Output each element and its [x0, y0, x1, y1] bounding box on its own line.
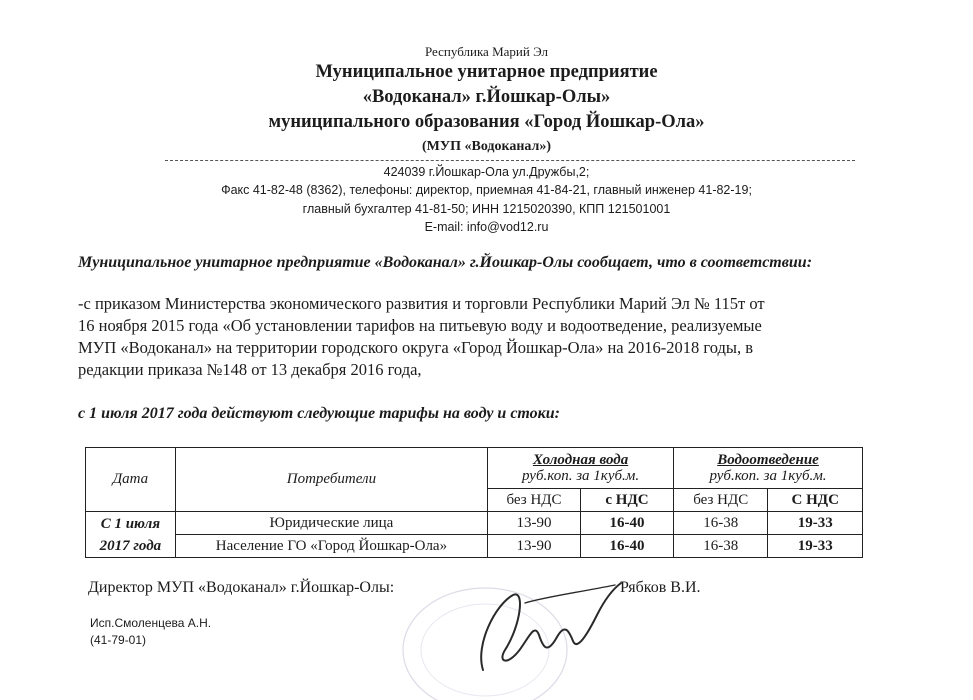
cold-no-vat-header: без НДС	[488, 489, 581, 512]
drainage-unit: руб.коп. за 1куб.м.	[709, 468, 827, 484]
drain-vat-cell: 19-33	[768, 512, 863, 535]
director-title: Директор МУП «Водоканал» г.Йошкар-Олы:	[88, 579, 395, 596]
order-line-1: -с приказом Министерства экономического развития и торговли Республики Марий Эл № 115т от	[78, 294, 765, 313]
accounting-details: главный бухгалтер 41-81-50; ИНН 1215020390, КПП 121501001	[302, 202, 671, 216]
drainage-title: Водоотведение	[717, 452, 819, 468]
cold-vat-cell: 16-40	[580, 512, 673, 535]
executor-phone: (41-79-01)	[90, 633, 147, 647]
republic-name: Республика Марий Эл	[425, 44, 548, 59]
org-name-line-1: Муниципальное унитарное предприятие	[315, 62, 658, 82]
drain-no-vat-cell: 16-38	[674, 535, 768, 558]
header-cold-water	[488, 448, 674, 489]
executor-name: Исп.Смоленцева А.Н.	[90, 616, 212, 630]
phones: Факс 41-82-48 (8362), телефоны: директор, приемная 41-84-21, главный инженер 41-82-19;	[221, 183, 752, 197]
consumer-cell: Юридические лица	[175, 512, 487, 535]
cold-water-unit: руб.коп. за 1куб.м.	[522, 468, 640, 484]
cold-vat-cell: 16-40	[580, 535, 673, 558]
cold-water-title: Холодная вода	[532, 452, 629, 468]
drain-vat-header: С НДС	[768, 489, 863, 512]
email: E-mail: info@vod12.ru	[424, 220, 549, 234]
order-line-2: 16 ноября 2015 года «Об установлении тарифов на питьевую воду и водоотведение, реализуемые	[78, 316, 762, 335]
tariff-heading: с 1 июля 2017 года действуют следующие тарифы на воду и стоки:	[78, 405, 560, 422]
header-consumers: Потребители	[175, 448, 487, 512]
header-date: Дата	[86, 448, 176, 512]
table-header-row	[86, 448, 863, 489]
table-row	[86, 535, 863, 558]
header-divider	[165, 160, 855, 161]
cold-no-vat-cell: 13-90	[488, 512, 581, 535]
consumer-cell: Население ГО «Город Йошкар-Ола»	[175, 535, 487, 558]
tariff-table	[85, 447, 863, 558]
header-drainage	[674, 448, 863, 489]
table-row	[86, 512, 863, 535]
drain-no-vat-header: без НДС	[674, 489, 768, 512]
executor-info	[90, 615, 211, 649]
address: 424039 г.Йошкар-Ола ул.Дружбы,2;	[383, 165, 590, 179]
intro-text: Муниципальное унитарное предприятие «Водоканал» г.Йошкар-Олы сообщает, что в соответствии:	[78, 254, 813, 271]
org-name-line-3: муниципального образования «Город Йошкар-Ола»	[268, 112, 705, 132]
drain-vat-cell: 19-33	[768, 535, 863, 558]
director-name: Рябков В.И.	[620, 579, 701, 596]
org-name-line-2: «Водоканал» г.Йошкар-Олы»	[362, 87, 611, 107]
cold-vat-header: с НДС	[580, 489, 673, 512]
org-abbreviation: (МУП «Водоканал»)	[421, 139, 552, 154]
order-paragraph	[78, 293, 868, 381]
signature	[465, 575, 635, 685]
cold-no-vat-cell: 13-90	[488, 535, 581, 558]
order-line-4: редакции приказа №148 от 13 декабря 2016 года,	[78, 360, 422, 379]
order-line-3: МУП «Водоканал» на территории городского округа «Город Йошкар-Ола» на 2016-2018 годы, в	[78, 338, 754, 357]
drain-no-vat-cell: 16-38	[674, 512, 768, 535]
date-cell: С 1 июля 2017 года	[86, 512, 176, 558]
